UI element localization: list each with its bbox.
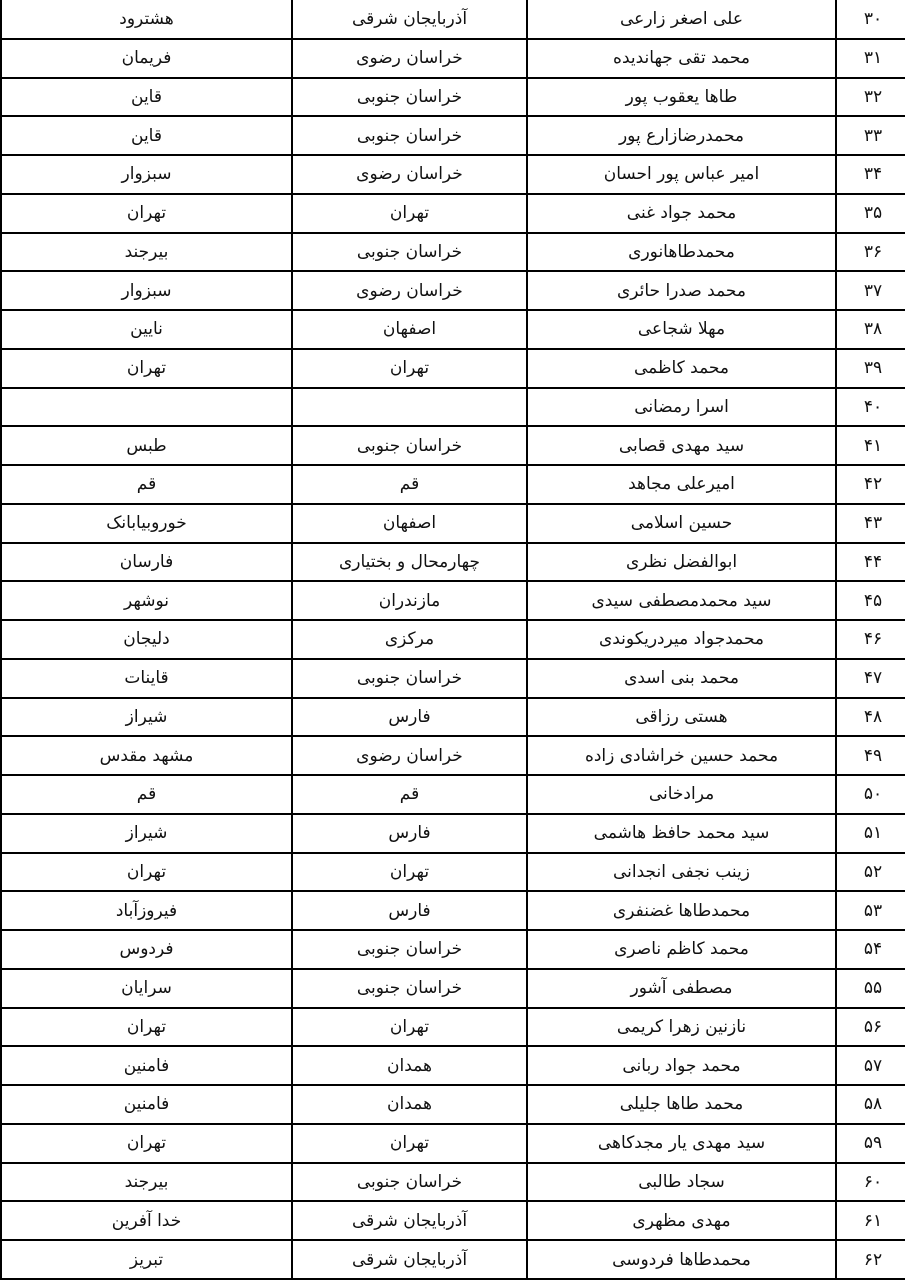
row-number-cell: ۵۱ [836, 814, 905, 853]
province-cell: تهران [292, 349, 527, 388]
table-row [1, 426, 905, 465]
city-cell: قاین [1, 116, 292, 155]
city-cell: دلیجان [1, 620, 292, 659]
table-row [1, 736, 905, 775]
name-cell: امیر عباس پور احسان [527, 155, 836, 194]
city-cell: تهران [1, 1124, 292, 1163]
row-number-cell: ۳۳ [836, 116, 905, 155]
table-row [1, 698, 905, 737]
row-number-cell: ۳۷ [836, 271, 905, 310]
city-cell: خدا آفرین [1, 1201, 292, 1240]
province-cell: خراسان رضوی [292, 155, 527, 194]
name-cell: محمد جواد ربانی [527, 1046, 836, 1085]
city-cell: بیرجند [1, 1163, 292, 1202]
table-row [1, 853, 905, 892]
name-cell: مهلا شجاعی [527, 310, 836, 349]
table-row [1, 1008, 905, 1047]
city-cell: تبریز [1, 1240, 292, 1279]
province-cell: آذربایجان شرقی [292, 1201, 527, 1240]
name-cell: محمد کاظمی [527, 349, 836, 388]
city-cell: بیرجند [1, 233, 292, 272]
row-number-cell: ۵۸ [836, 1085, 905, 1124]
name-cell: هستی رزاقی [527, 698, 836, 737]
table-row [1, 0, 905, 39]
name-cell: سید محمدمصطفی سیدی [527, 581, 836, 620]
row-number-cell: ۵۷ [836, 1046, 905, 1085]
province-cell: خراسان رضوی [292, 39, 527, 78]
name-cell: طاها یعقوب پور [527, 78, 836, 117]
province-cell: مازندران [292, 581, 527, 620]
table-row [1, 775, 905, 814]
province-cell: خراسان جنوبی [292, 659, 527, 698]
name-cell: محمدرضازارع پور [527, 116, 836, 155]
row-number-cell: ۴۸ [836, 698, 905, 737]
table-row [1, 233, 905, 272]
province-cell: فارس [292, 814, 527, 853]
table-row [1, 1201, 905, 1240]
name-cell: اسرا رمضانی [527, 388, 836, 427]
table-row [1, 814, 905, 853]
table-row [1, 620, 905, 659]
name-cell: سید محمد حافظ هاشمی [527, 814, 836, 853]
table-body [1, 0, 905, 1279]
name-cell: علی اصغر زارعی [527, 0, 836, 39]
province-cell: آذربایجان شرقی [292, 1240, 527, 1279]
name-cell: نازنین زهرا کریمی [527, 1008, 836, 1047]
row-number-cell: ۶۰ [836, 1163, 905, 1202]
city-cell: تهران [1, 194, 292, 233]
row-number-cell: ۴۱ [836, 426, 905, 465]
table-row [1, 969, 905, 1008]
name-cell: سجاد طالبی [527, 1163, 836, 1202]
city-cell: نوشهر [1, 581, 292, 620]
row-number-cell: ۵۶ [836, 1008, 905, 1047]
province-cell: خراسان جنوبی [292, 969, 527, 1008]
row-number-cell: ۴۷ [836, 659, 905, 698]
province-cell: فارس [292, 891, 527, 930]
name-cell: محمد جواد غنی [527, 194, 836, 233]
name-cell: محمد کاظم ناصری [527, 930, 836, 969]
row-number-cell: ۵۴ [836, 930, 905, 969]
row-number-cell: ۵۵ [836, 969, 905, 1008]
province-cell: فارس [292, 698, 527, 737]
table-row [1, 543, 905, 582]
table-row [1, 581, 905, 620]
province-cell: خراسان جنوبی [292, 233, 527, 272]
row-number-cell: ۳۲ [836, 78, 905, 117]
name-cell: سید مهدی قصابی [527, 426, 836, 465]
province-cell: مرکزی [292, 620, 527, 659]
city-cell: فردوس [1, 930, 292, 969]
province-cell: همدان [292, 1046, 527, 1085]
name-cell: امیرعلی مجاهد [527, 465, 836, 504]
city-cell: سرایان [1, 969, 292, 1008]
city-cell: مشهد مقدس [1, 736, 292, 775]
row-number-cell: ۵۹ [836, 1124, 905, 1163]
city-cell: فامنین [1, 1046, 292, 1085]
row-number-cell: ۳۰ [836, 0, 905, 39]
name-cell: سید مهدی یار مجدکاهی [527, 1124, 836, 1163]
city-cell: قم [1, 465, 292, 504]
name-cell: محمد تقی جهاندیده [527, 39, 836, 78]
table-row [1, 349, 905, 388]
table-row [1, 388, 905, 427]
name-cell: زینب نجفی انجدانی [527, 853, 836, 892]
table-row [1, 1124, 905, 1163]
name-cell: محمدطاها فردوسی [527, 1240, 836, 1279]
name-cell: مرادخانی [527, 775, 836, 814]
city-cell: قاین [1, 78, 292, 117]
city-cell: تهران [1, 349, 292, 388]
province-cell: قم [292, 775, 527, 814]
name-cell: محمدطاها غضنفری [527, 891, 836, 930]
city-cell: شیراز [1, 814, 292, 853]
province-cell: خراسان رضوی [292, 271, 527, 310]
city-cell: طبس [1, 426, 292, 465]
table-row [1, 271, 905, 310]
province-cell: آذربایجان شرقی [292, 0, 527, 39]
table-row [1, 310, 905, 349]
name-cell: مهدی مظهری [527, 1201, 836, 1240]
name-cell: مصطفی آشور [527, 969, 836, 1008]
province-cell: همدان [292, 1085, 527, 1124]
province-cell: خراسان جنوبی [292, 930, 527, 969]
row-number-cell: ۳۱ [836, 39, 905, 78]
province-cell [292, 388, 527, 427]
city-cell: خوروبیابانک [1, 504, 292, 543]
city-cell: فیروزآباد [1, 891, 292, 930]
table-row [1, 39, 905, 78]
city-cell: سبزوار [1, 155, 292, 194]
table-row [1, 891, 905, 930]
table-row [1, 504, 905, 543]
province-cell: چهارمحال و بختیاری [292, 543, 527, 582]
table-row [1, 465, 905, 504]
row-number-cell: ۳۴ [836, 155, 905, 194]
name-cell: محمد صدرا حائری [527, 271, 836, 310]
name-cell: ابوالفضل نظری [527, 543, 836, 582]
name-cell: محمدجواد میردریکوندی [527, 620, 836, 659]
city-cell: تهران [1, 853, 292, 892]
row-number-cell: ۶۲ [836, 1240, 905, 1279]
row-number-cell: ۴۶ [836, 620, 905, 659]
table-row [1, 1046, 905, 1085]
row-number-cell: ۳۸ [836, 310, 905, 349]
row-number-cell: ۴۰ [836, 388, 905, 427]
name-cell: حسین اسلامی [527, 504, 836, 543]
city-cell: سبزوار [1, 271, 292, 310]
row-number-cell: ۴۲ [836, 465, 905, 504]
row-number-cell: ۴۳ [836, 504, 905, 543]
city-cell: فارسان [1, 543, 292, 582]
province-cell: خراسان جنوبی [292, 116, 527, 155]
table-row [1, 930, 905, 969]
province-cell: خراسان جنوبی [292, 78, 527, 117]
name-cell: محمد بنی اسدی [527, 659, 836, 698]
table-row [1, 1240, 905, 1279]
city-cell [1, 388, 292, 427]
row-number-cell: ۶۱ [836, 1201, 905, 1240]
row-number-cell: ۵۰ [836, 775, 905, 814]
row-number-cell: ۴۴ [836, 543, 905, 582]
row-number-cell: ۵۳ [836, 891, 905, 930]
table-row [1, 1163, 905, 1202]
province-cell: اصفهان [292, 504, 527, 543]
province-cell: تهران [292, 194, 527, 233]
row-number-cell: ۴۵ [836, 581, 905, 620]
province-cell: تهران [292, 1008, 527, 1047]
city-cell: قاینات [1, 659, 292, 698]
city-cell: هشترود [1, 0, 292, 39]
row-number-cell: ۴۹ [836, 736, 905, 775]
name-cell: محمد طاها جلیلی [527, 1085, 836, 1124]
row-number-cell: ۳۹ [836, 349, 905, 388]
province-cell: اصفهان [292, 310, 527, 349]
name-cell: محمد حسین خراشادی زاده [527, 736, 836, 775]
city-cell: قم [1, 775, 292, 814]
table-row [1, 1085, 905, 1124]
table-row [1, 659, 905, 698]
province-cell: خراسان جنوبی [292, 426, 527, 465]
row-number-cell: ۵۲ [836, 853, 905, 892]
city-cell: نایین [1, 310, 292, 349]
province-cell: تهران [292, 853, 527, 892]
province-cell: خراسان جنوبی [292, 1163, 527, 1202]
province-cell: خراسان رضوی [292, 736, 527, 775]
name-cell: محمدطاهانوری [527, 233, 836, 272]
city-cell: شیراز [1, 698, 292, 737]
row-number-cell: ۳۵ [836, 194, 905, 233]
table-row [1, 116, 905, 155]
city-cell: فامنین [1, 1085, 292, 1124]
province-cell: قم [292, 465, 527, 504]
city-cell: تهران [1, 1008, 292, 1047]
table-row [1, 78, 905, 117]
table-row [1, 155, 905, 194]
province-cell: تهران [292, 1124, 527, 1163]
city-cell: فریمان [1, 39, 292, 78]
row-number-cell: ۳۶ [836, 233, 905, 272]
table-row [1, 194, 905, 233]
